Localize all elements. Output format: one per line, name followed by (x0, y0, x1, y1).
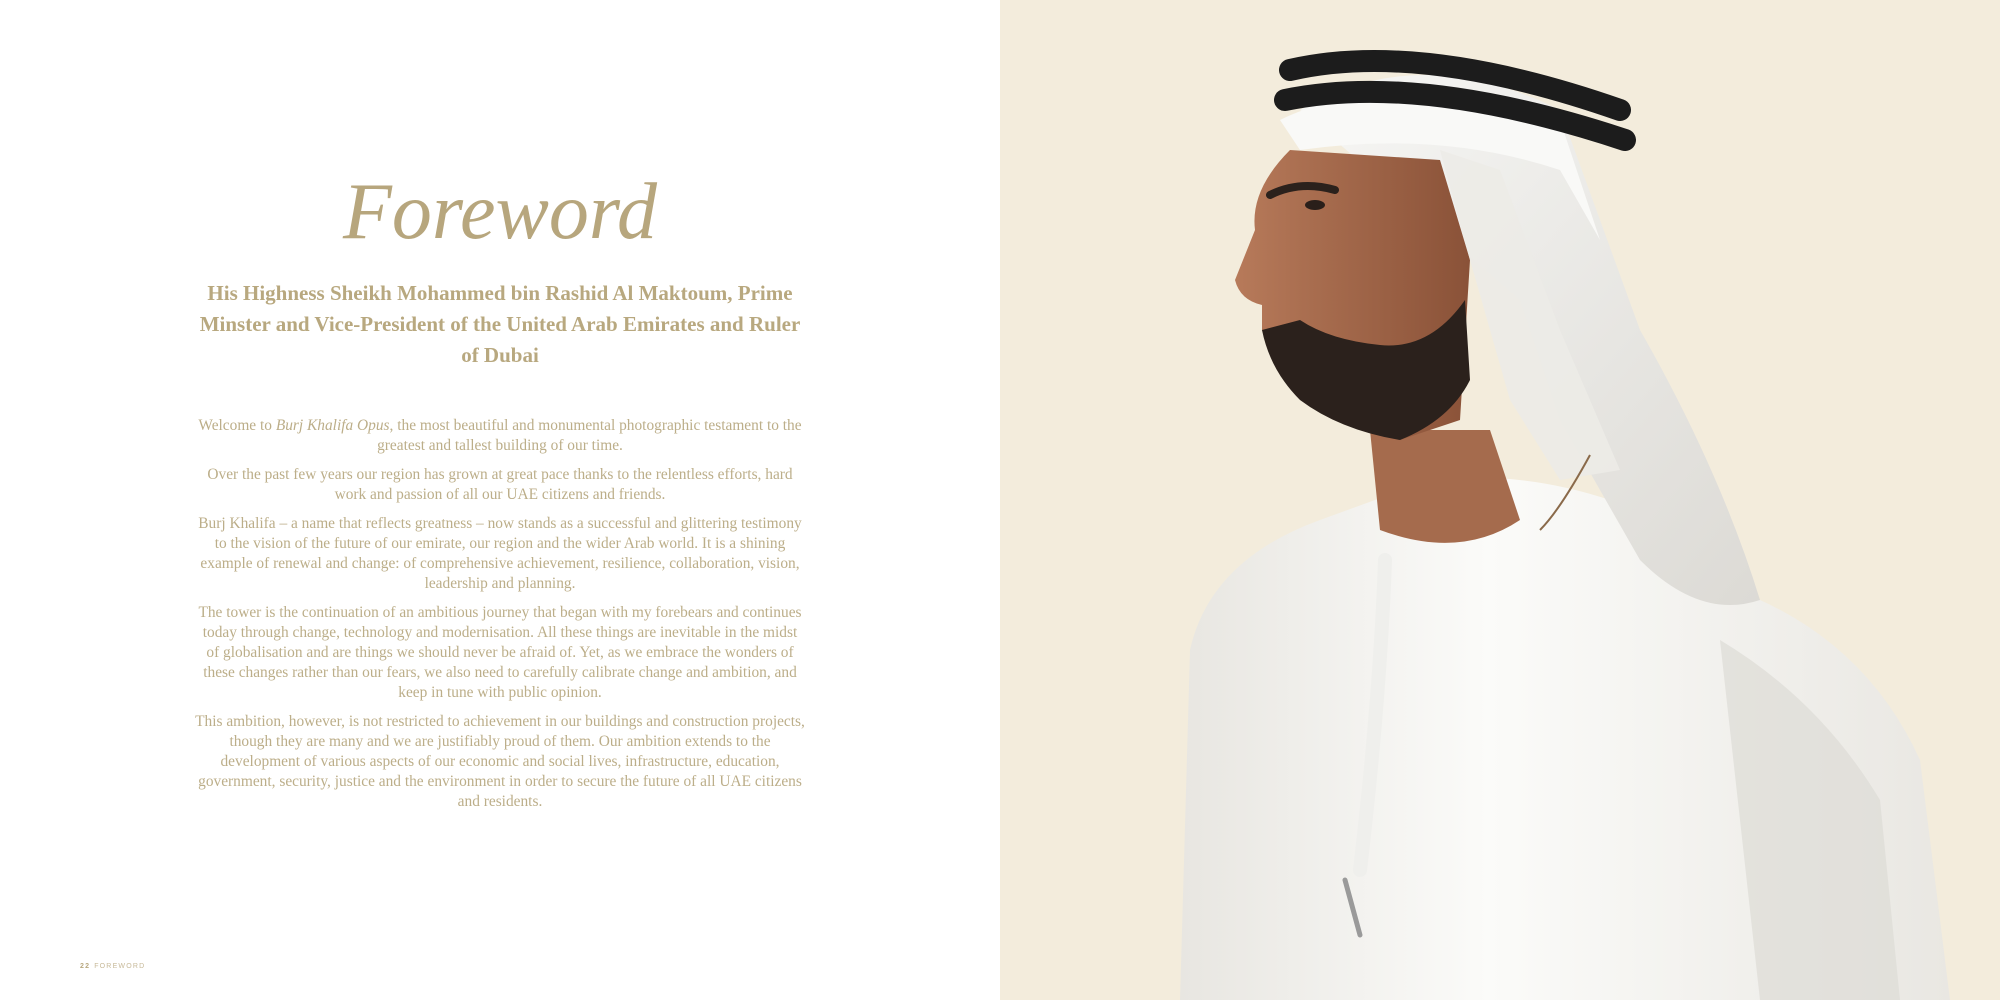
portrait-photo (1000, 0, 2000, 1000)
right-page (1000, 0, 2000, 1000)
paragraph-1-prefix: Welcome to (198, 417, 276, 434)
paragraph-5: This ambition, however, is not restricted to achievement in our buildings and construction projects, though they are many and we are justifiably proud of them. Our ambition extends to the development of various aspects of our economic and social lives, infrastructure, education, government, security, justice and the environment in order to secure the future of all UAE citizens and residents. (195, 713, 805, 810)
paragraph-1-suffix: , the most beautiful and monumental photographic testament to the greatest and tallest building of our time. (377, 417, 802, 454)
neck (1370, 430, 1520, 543)
paragraph-3: Burj Khalifa – a name that reflects greatness – now stands as a successful and glittering testimony to the vision of the future of our emirate, our region and the wider Arab world. It is a shining example of renewal and change: of comprehensive achievement, resilience, collaboration, vision, leadership and planning. (198, 515, 802, 592)
foreword-body (195, 416, 805, 821)
page-subtitle: His Highness Sheikh Mohammed bin Rashid Al Maktoum, Prime Minster and Vice-President of the United Arab Emirates and Ruler of Dubai (199, 281, 801, 367)
paragraph-2: Over the past few years our region has grown at great pace thanks to the relentless efforts, hard work and passion of all our UAE citizens and friends. (207, 466, 793, 503)
paragraph-1 (195, 416, 805, 456)
paragraph-4: The tower is the continuation of an ambitious journey that began with my forebears and continues today through change, technology and modernisation. All these things are inevitable in the midst of globalisation and are things we should never be afraid of. Yet, as we embrace the wonders of these changes rather than our fears, we also need to carefully calibrate change and ambition, and keep in tune with public opinion. (198, 604, 802, 701)
page-footer (80, 963, 145, 970)
book-title-italic: Burj Khalifa Opus (275, 417, 390, 434)
page-title: Foreword (342, 168, 658, 256)
page-number: 22 (80, 963, 91, 970)
eye (1305, 200, 1325, 210)
footer-section-label: FOREWORD (94, 963, 146, 970)
